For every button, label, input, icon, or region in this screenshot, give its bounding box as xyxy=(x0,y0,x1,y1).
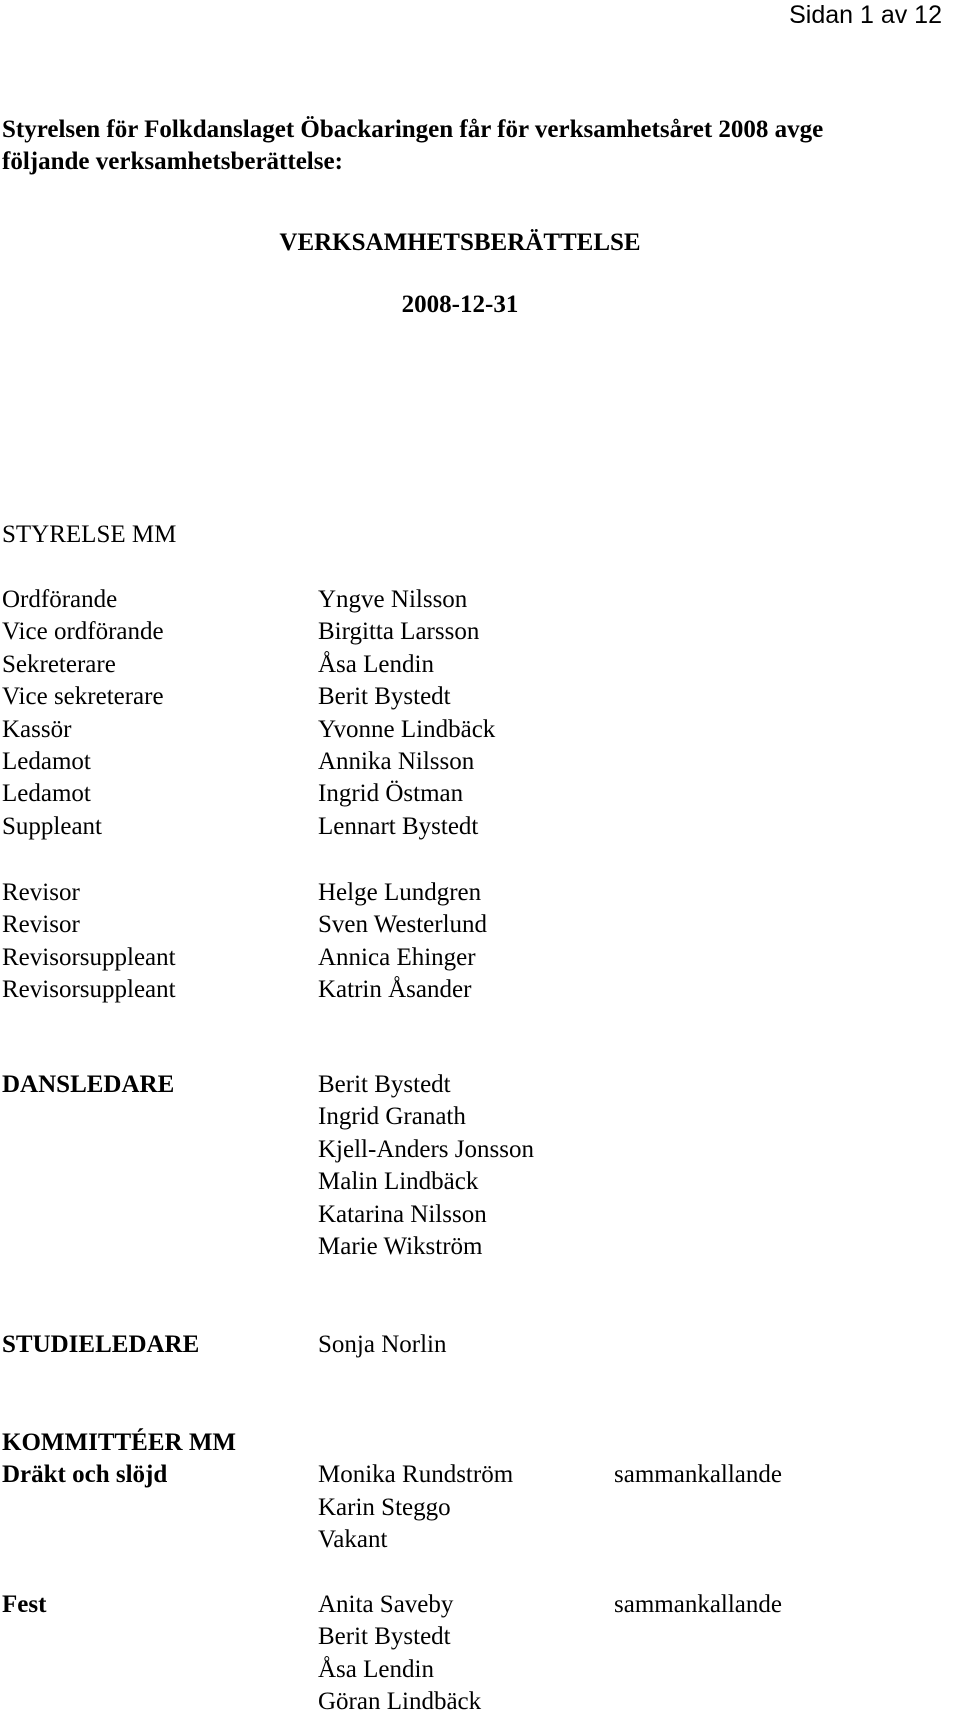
kommitteer-heading-row xyxy=(0,1427,960,1459)
person-name: Berit Bystedt xyxy=(318,1623,451,1651)
person-name: Göran Lindbäck xyxy=(318,1688,482,1716)
board-row xyxy=(0,616,960,648)
role: Revisor xyxy=(2,911,80,939)
role: Revisorsuppleant xyxy=(2,943,176,971)
person-name: Annica Ehinger xyxy=(318,943,476,971)
committee-row xyxy=(0,1686,960,1718)
person-name: Sonja Norlin xyxy=(318,1331,447,1358)
board-row xyxy=(0,811,960,843)
kommitteer-section xyxy=(0,1427,960,1557)
dansledare-row xyxy=(0,1199,960,1231)
auditor-list xyxy=(0,877,960,1007)
person-name: Marie Wikström xyxy=(318,1232,483,1260)
role: Ordförande xyxy=(2,586,118,613)
board-row xyxy=(0,746,960,778)
role: Vice sekreterare xyxy=(2,683,164,711)
intro-line: Styrelsen för Folkdanslaget Öbackaringen får för verksamhetsåret 2008 avge xyxy=(2,116,824,143)
auditor-row xyxy=(0,942,960,974)
committee-row xyxy=(0,1589,960,1621)
role: Kassör xyxy=(2,715,72,743)
committee-name: Dräkt och slöjd xyxy=(2,1461,168,1489)
intro-paragraph xyxy=(2,114,942,178)
dansledare-row xyxy=(0,1134,960,1166)
dansledare-heading: DANSLEDARE xyxy=(2,1071,175,1098)
dansledare-row xyxy=(0,1069,960,1101)
studieledare-heading: STUDIELEDARE xyxy=(2,1331,200,1358)
person-name: Kjell-Anders Jonsson xyxy=(318,1135,534,1163)
document-title: VERKSAMHETSBERÄTTELSE xyxy=(279,229,641,256)
person-name: Katarina Nilsson xyxy=(318,1200,487,1228)
board-row xyxy=(0,778,960,810)
person-name: Monika Rundström xyxy=(318,1461,514,1489)
person-name: Annika Nilsson xyxy=(318,747,475,775)
person-name: Åsa Lendin xyxy=(318,650,434,678)
committee-row xyxy=(0,1621,960,1653)
studieledare-row xyxy=(0,1329,960,1361)
role: Ledamot xyxy=(2,780,91,808)
dansledare-row xyxy=(0,1231,960,1263)
committee-row xyxy=(0,1492,960,1524)
board-row xyxy=(0,681,960,713)
role: Sekreterare xyxy=(2,650,116,678)
dansledare-row xyxy=(0,1166,960,1198)
committee-row xyxy=(0,1459,960,1491)
committee-name: Fest xyxy=(2,1591,47,1618)
role: Revisorsuppleant xyxy=(2,976,176,1004)
person-name: Katrin Åsander xyxy=(318,976,472,1004)
dansledare-row xyxy=(0,1101,960,1133)
committee-row xyxy=(0,1524,960,1556)
page-number: Sidan 1 av 12 xyxy=(789,1,942,29)
role: Suppleant xyxy=(2,812,102,840)
committee-note: sammankallande xyxy=(614,1461,782,1489)
document-date: 2008-12-31 xyxy=(401,291,519,318)
styrelse-heading: STYRELSE MM xyxy=(2,521,177,548)
committee-row xyxy=(0,1654,960,1686)
role: Revisor xyxy=(2,879,80,906)
person-name: Vakant xyxy=(318,1526,388,1554)
person-name: Karin Steggo xyxy=(318,1493,451,1521)
person-name: Malin Lindbäck xyxy=(318,1168,479,1196)
role: Vice ordförande xyxy=(2,618,164,646)
board-row xyxy=(0,584,960,616)
auditor-row xyxy=(0,909,960,941)
board-row xyxy=(0,714,960,746)
board-row xyxy=(0,649,960,681)
auditor-row xyxy=(0,974,960,1006)
studieledare-section xyxy=(0,1329,960,1361)
person-name: Berit Bystedt xyxy=(318,683,451,711)
person-name: Lennart Bystedt xyxy=(318,812,479,840)
board-list xyxy=(0,584,960,843)
committee-note: sammankallande xyxy=(614,1591,782,1618)
person-name: Birgitta Larsson xyxy=(318,618,480,646)
person-name: Yvonne Lindbäck xyxy=(318,715,496,743)
intro-line: följande verksamhetsberättelse: xyxy=(2,148,343,175)
role: Ledamot xyxy=(2,747,91,775)
fest-committee xyxy=(0,1589,960,1719)
person-name: Berit Bystedt xyxy=(318,1071,451,1098)
kommitteer-heading: KOMMITTÉER MM xyxy=(2,1429,237,1456)
person-name: Sven Westerlund xyxy=(318,911,488,939)
person-name: Åsa Lendin xyxy=(318,1655,434,1683)
person-name: Anita Saveby xyxy=(318,1591,454,1618)
person-name: Ingrid Granath xyxy=(318,1103,466,1131)
person-name: Helge Lundgren xyxy=(318,879,482,906)
person-name: Ingrid Östman xyxy=(318,780,464,808)
dansledare-section xyxy=(0,1069,960,1263)
person-name: Yngve Nilsson xyxy=(318,586,468,613)
auditor-row xyxy=(0,877,960,909)
